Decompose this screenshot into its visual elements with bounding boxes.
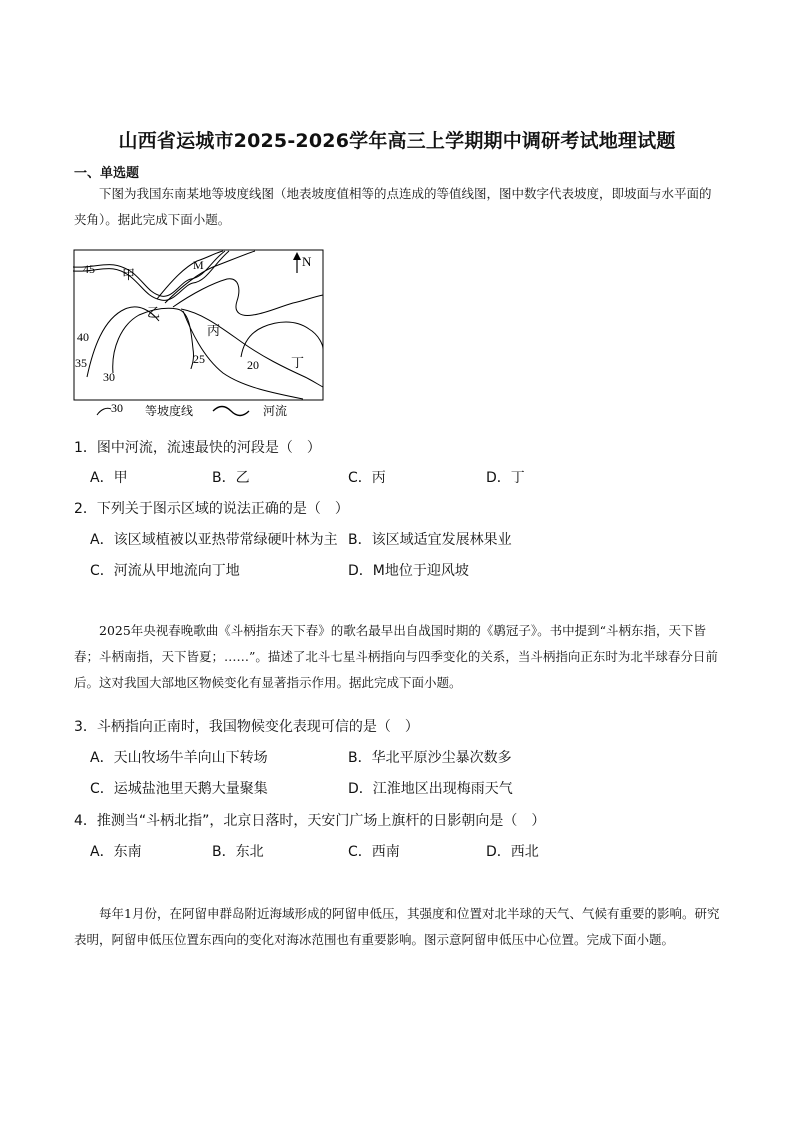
contour-label: 35: [75, 356, 87, 370]
q1-option-b[interactable]: B．乙: [212, 470, 250, 486]
legend-river-icon: [213, 407, 249, 416]
place-label-jia: 甲: [122, 268, 136, 283]
q4-option-c[interactable]: C．西南: [348, 844, 400, 860]
q4-option-d[interactable]: D．西北: [486, 844, 539, 860]
q4-option-b[interactable]: B．东北: [212, 844, 264, 860]
q2-option-d[interactable]: D．M地位于迎风坡: [348, 563, 469, 579]
contour-label: 25: [193, 352, 205, 366]
q1-option-a[interactable]: A．甲: [90, 470, 128, 486]
q2-option-c[interactable]: C．河流从甲地流向丁地: [90, 563, 240, 579]
q1-option-d[interactable]: D．丁: [486, 470, 525, 486]
contour-label: 45: [83, 262, 95, 276]
passage-3: 每年1月份，在阿留申群岛附近海域形成的阿留申低压，其强度和位置对北半球的天气、气候有重要的影响。研究表明，阿留申低压位置东西向的变化对海冰范围也有重要影响。图示意阿留申低压中心位置。完成下面小题。: [74, 906, 720, 947]
place-label-yi: 乙: [147, 306, 161, 321]
passage-2: 2025年央视春晚歌曲《斗柄指东天下春》的歌名最早出自战国时期的《鹖冠子》。书中提到“斗柄东指，天下皆春；斗柄南指，天下皆夏；……”。描述了北斗七星斗柄指向与四季变化的关系，当斗柄指向正东时为北半球春分日前后。这对我国大部地区物候变化有显著指示作用。据此完成下面小题。: [74, 623, 718, 690]
q3-option-a[interactable]: A．天山牧场牛羊向山下转场: [90, 750, 268, 766]
place-label-ding: 丁: [291, 356, 305, 371]
section-heading: 一、单选题: [74, 166, 140, 181]
contour-label: 20: [247, 358, 259, 372]
legend-contour-value: 30: [111, 401, 123, 415]
contour-label: 30: [103, 370, 115, 384]
q2-option-a[interactable]: A．该区域植被以亚热带常绿硬叶林为主: [90, 532, 338, 548]
q4-option-a[interactable]: A．东南: [90, 844, 142, 860]
question-3-stem: 3．斗柄指向正南时，我国物候变化表现可信的是（ ）: [74, 719, 419, 735]
q3-option-b[interactable]: B．华北平原沙尘暴次数多: [348, 750, 512, 766]
legend-contour-icon: [97, 408, 111, 415]
legend-river-label: 河流: [263, 404, 288, 418]
q2-option-b[interactable]: B．该区域适宜发展林果业: [348, 532, 512, 548]
passage-1: 下图为我国东南某地等坡度线图（地表坡度值相等的点连成的等值线图，图中数字代表坡度，即坡面与水平面的夹角）。据此完成下面小题。: [74, 186, 712, 227]
page-title: 山西省运城市2025-2026学年高三上学期期中调研考试地理试题: [118, 130, 676, 152]
q3-option-c[interactable]: C．运城盐池里天鹅大量聚集: [90, 781, 268, 797]
place-label-m: M: [193, 258, 204, 272]
place-label-bing: 丙: [207, 324, 221, 339]
north-label: N: [302, 254, 312, 269]
legend-contour-label: 等坡度线: [145, 404, 194, 418]
q1-option-c[interactable]: C．丙: [348, 470, 386, 486]
contour-label: 40: [77, 330, 89, 344]
question-2-stem: 2．下列关于图示区域的说法正确的是（ ）: [74, 501, 349, 517]
question-1-stem: 1．图中河流，流速最快的河段是（ ）: [74, 440, 321, 456]
slope-contour-map: [73, 249, 325, 421]
q3-option-d[interactable]: D．江淮地区出现梅雨天气: [348, 781, 513, 797]
question-4-stem: 4．推测当“斗柄北指”，北京日落时，天安门广场上旗杆的日影朝向是（ ）: [74, 813, 546, 829]
